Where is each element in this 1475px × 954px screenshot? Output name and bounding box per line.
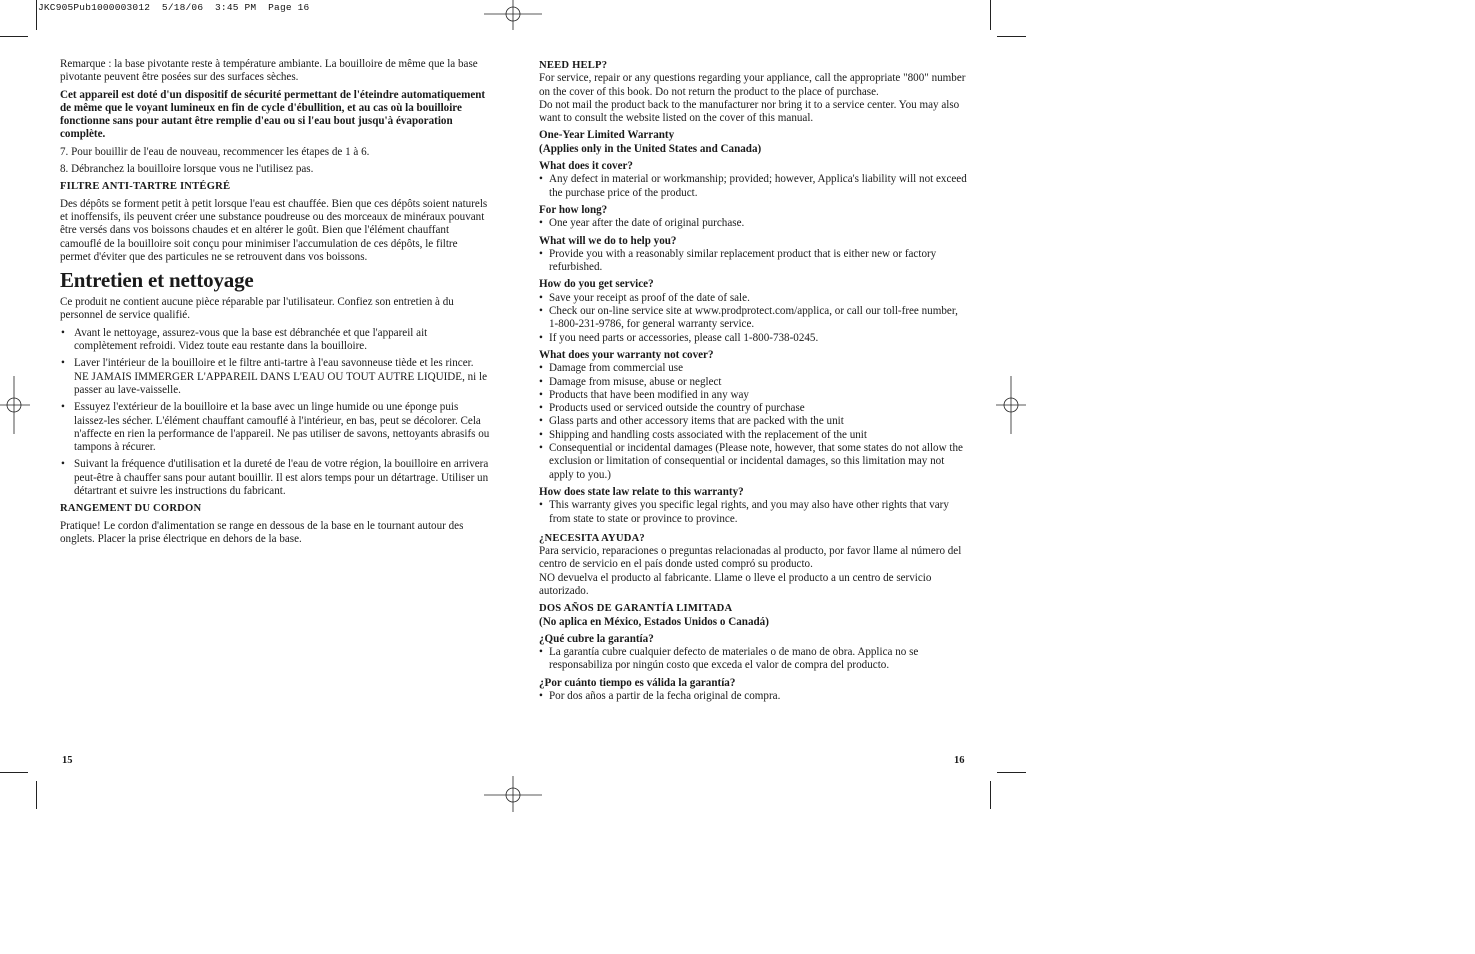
list-item: • This warranty gives you specific legal rights, and you may also have other rights that vary from state to state or province to province.: [539, 499, 969, 526]
question-state-law: How does state law relate to this warranty?: [539, 485, 744, 498]
list-item: • Any defect in material or workmanship; provided; however, Applica's liability will not exceed the purchase price of the product.: [539, 173, 969, 200]
care-heading: Entretien et nettoyage: [60, 268, 254, 293]
cord-paragraph: Pratique! Le cordon d'alimentation se range en dessous de la base en le tournant autour des onglets. Placer la prise électrique en dehors de la base.: [60, 519, 464, 545]
question-how-long: For how long?: [539, 203, 608, 216]
crop-mark: [997, 772, 1026, 773]
care-list: [60, 327, 490, 499]
answer-help-list: [539, 248, 969, 275]
registration-mark-icon: [0, 376, 30, 434]
page-15-column: [60, 58, 490, 546]
es-warranty-subtitle: (No aplica en México, Estados Unidos o Canadá): [539, 615, 769, 628]
es-help-paragraph-2: NO devuelva el producto al fabricante. Llame o lleve el producto a un centro de servicio autorizado.: [539, 571, 932, 597]
safety-paragraph: Cet appareil est doté d'un dispositif de sécurité permettant de l'éteindre automatiquement de même que le voyant lumineux en fin de cycle d'ébullition, et au cas où la bouilloire fonctionne sans pour autant être remplie d'eau ou si l'eau bout jusqu'à évaporation complète.: [60, 88, 486, 141]
crop-mark: [997, 36, 1026, 37]
list-item: • Damage from commercial use: [539, 362, 969, 375]
answer-not-cover-list: [539, 362, 969, 482]
crop-mark: [36, 781, 37, 809]
list-item: • Products used or serviced outside the country of purchase: [539, 402, 969, 415]
list-item: • Glass parts and other accessory items that are packed with the unit: [539, 415, 969, 428]
list-item: • Shipping and handling costs associated with the replacement of the unit: [539, 429, 969, 442]
es-help-heading: ¿NECESITA AYUDA?: [539, 532, 645, 544]
answer-long-list: [539, 217, 969, 230]
page-number-right: 16: [954, 755, 965, 766]
question-help: What will we do to help you?: [539, 234, 677, 247]
question-service: How do you get service?: [539, 278, 654, 291]
help-paragraph-2: Do not mail the product back to the manufacturer nor bring it to a service center. You may also want to consult the website listed on the cover of this manual.: [539, 98, 960, 125]
answer-cover-list: [539, 173, 969, 200]
es-help-paragraph-1: Para servicio, reparaciones o preguntas relacionadas al producto, por favor llame al número del centro de servicio en el país donde usted compró su producto.: [539, 545, 962, 571]
list-item: • Provide you with a reasonably similar replacement product that is either new or factory refurbished.: [539, 248, 969, 275]
registration-mark-icon: [484, 0, 542, 30]
cord-heading: RANGEMENT DU CORDON: [60, 503, 202, 515]
help-paragraph-1: For service, repair or any questions regarding your appliance, call the appropriate "800" number on the cover of this book. Do not return the product to the place of purchase.: [539, 72, 966, 98]
list-item: • Laver l'intérieur de la bouilloire et le filtre anti-tartre à l'eau savonneuse tiède et les rincer. NE JAMAIS IMMERGER L'APPAREIL DANS L'EAU OU TOUT AUTRE LIQUIDE, ni le passer au lave-vaisselle.: [60, 357, 490, 397]
care-intro: Ce produit ne contient aucune pièce réparable par l'utilisateur. Confiez son entretien à du personnel de service qualifié.: [60, 296, 454, 322]
list-item: • Check our on-line service site at www.prodprotect.com/applica, or call our toll-free number, 1-800-231-9786, for general warranty service.: [539, 305, 969, 332]
es-question-how-long: ¿Por cuánto tiempo es válida la garantía?: [539, 676, 736, 689]
filter-paragraph: Des dépôts se forment petit à petit lorsque l'eau est chauffée. Bien que ces dépôts soient naturels et inoffensifs, ils peuvent créer une substance poudreuse ou des morceaux de minéraux pouvant être versés dans vos boissons chaudes et en altérer le goût. Bien que l'élément chauffant camouflé de la bouilloire soit conçu pour minimiser l'accumulation de ces dépôts, le filtre permet d'éviter que des particules ne se retrouvent dans vos boissons.: [60, 197, 488, 263]
crop-mark: [0, 772, 28, 773]
list-item: • One year after the date of original purchase.: [539, 217, 969, 230]
list-item: • Suivant la fréquence d'utilisation et la dureté de l'eau de votre région, la bouilloire en arrivera peut-être à chauffer sans pour autant bouillir. Il est alors temps pour un détartrage. Utiliser un détartrant et suivre les instructions du fabricant.: [60, 458, 490, 498]
list-item: • Por dos años a partir de la fecha original de compra.: [539, 690, 969, 703]
list-item: • Save your receipt as proof of the date of sale.: [539, 292, 969, 305]
es-answer-long-list: [539, 690, 969, 703]
step-8: 8. Débranchez la bouilloire lorsque vous ne l'utilisez pas.: [60, 163, 314, 176]
print-slug: JKC905Pub1000003012 5/18/06 3:45 PM Page 16: [38, 2, 310, 13]
page-number-left: 15: [62, 755, 73, 766]
step-7: 7. Pour bouillir de l'eau de nouveau, recommencer les étapes de 1 à 6.: [60, 145, 370, 158]
list-item: • Products that have been modified in any way: [539, 389, 969, 402]
list-item: • La garantía cubre cualquier defecto de materiales o de mano de obra. Applica no se responsabiliza por ningún costo que exceda el valor de compra del producto.: [539, 646, 969, 673]
help-heading: NEED HELP?: [539, 60, 608, 71]
registration-mark-icon: [484, 776, 542, 812]
warranty-title: One-Year Limited Warranty: [539, 129, 675, 142]
list-item: • Damage from misuse, abuse or neglect: [539, 376, 969, 389]
es-question-cover: ¿Qué cubre la garantía?: [539, 632, 654, 645]
filter-heading: FILTRE ANTI-TARTRE INTÉGRÉ: [60, 181, 231, 193]
list-item: • Essuyez l'extérieur de la bouilloire et la base avec un linge humide ou une éponge puis laissez-les sécher. L'élément chauffant camouflé à l'intérieur, en bas, peut se décolorer. Cela n'affecte en rien la performance de l'appareil. Ne pas utiliser de savons, nettoyants abrasifs ou tampons à récurer.: [60, 401, 490, 454]
crop-mark: [36, 0, 37, 30]
question-not-cover: What does your warranty not cover?: [539, 348, 714, 361]
answer-service-list: [539, 292, 969, 345]
list-item: • If you need parts or accessories, please call 1-800-738-0245.: [539, 332, 969, 345]
list-item: • Consequential or incidental damages (Please note, however, that some states do not allow the exclusion or limitation of consequential or incidental damages, so this limitation may not apply to you.): [539, 442, 969, 482]
question-cover: What does it cover?: [539, 160, 633, 173]
es-warranty-title: DOS AÑOS DE GARANTÍA LIMITADA: [539, 603, 733, 615]
crop-mark: [990, 781, 991, 809]
page-16-column: [539, 59, 969, 703]
es-answer-cover-list: [539, 646, 969, 673]
crop-mark: [990, 0, 991, 30]
remark-paragraph: Remarque : la base pivotante reste à température ambiante. La bouilloire de même que la base pivotante peuvent être posées sur des surfaces sèches.: [60, 58, 478, 84]
warranty-subtitle: (Applies only in the United States and Canada): [539, 142, 762, 155]
registration-mark-icon: [996, 376, 1026, 434]
answer-state-law-list: [539, 499, 969, 526]
crop-mark: [0, 36, 28, 37]
list-item: • Avant le nettoyage, assurez-vous que la base est débranchée et que l'appareil ait complètement refroidi. Videz toute eau restante dans la bouilloire.: [60, 327, 490, 354]
